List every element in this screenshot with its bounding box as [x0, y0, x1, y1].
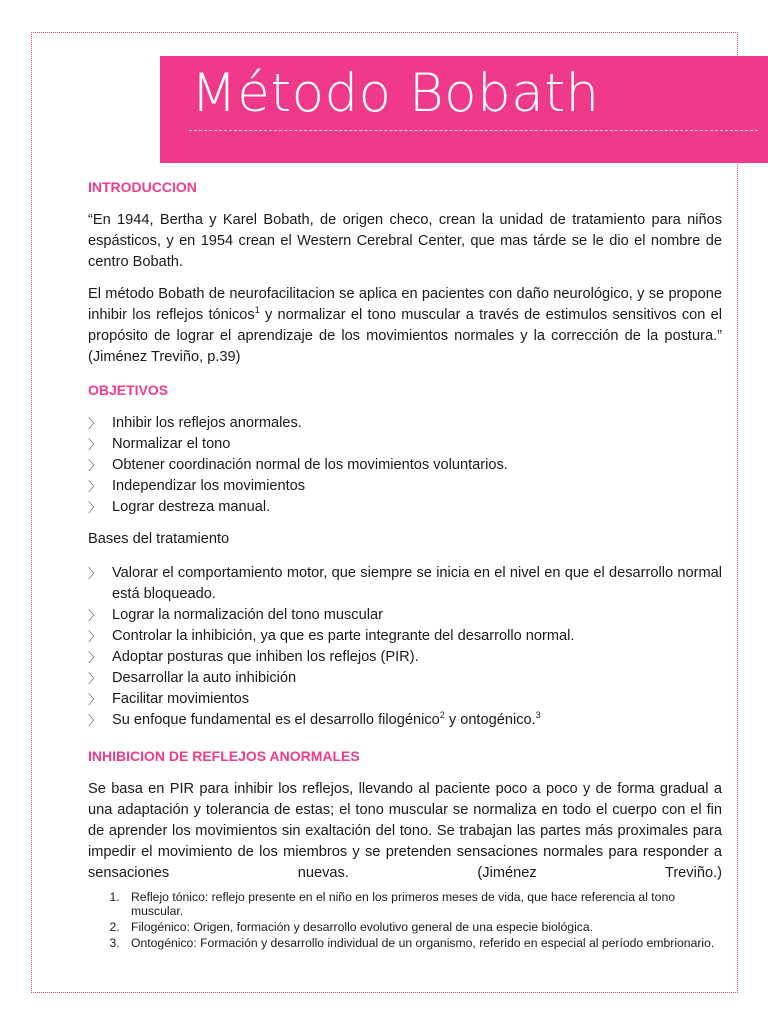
- footnote-item: 3. Ontogénico: Formación y desarrollo individual de un organismo, referido en especial al período embrionario.: [123, 936, 722, 950]
- bullet-arrow-icon: 〉: [88, 671, 102, 686]
- bases-label: Bases del tratamiento: [88, 531, 230, 547]
- page-title: Método Bobath: [191, 63, 600, 124]
- bullet-arrow-icon: 〉: [88, 437, 102, 452]
- bullet-arrow-icon: 〉: [88, 629, 102, 644]
- list-item: 〉 Lograr destreza manual.: [88, 497, 722, 518]
- list-item: 〉 Desarrollar la auto inhibición: [88, 668, 722, 689]
- bullet-arrow-icon: 〉: [88, 566, 102, 581]
- section-heading-introduccion: INTRODUCCION: [88, 179, 197, 195]
- list-item: 〉 Adoptar posturas que inhiben los reflejos (PIR).: [88, 647, 722, 668]
- bullet-arrow-icon: 〉: [88, 500, 102, 515]
- list-item: 〉 Lograr la normalización del tono muscular: [88, 605, 722, 626]
- objetivos-list: [88, 413, 722, 518]
- list-item: 〉 Obtener coordinación normal de los movimientos voluntarios.: [88, 455, 722, 476]
- list-item: 〉 Facilitar movimientos: [88, 689, 722, 710]
- bases-list: [88, 563, 722, 731]
- footnote-ref-3: 3: [535, 710, 541, 721]
- footnote-item: 2. Filogénico: Origen, formación y desarrollo evolutivo general de una especie biológica.: [123, 920, 722, 934]
- bullet-arrow-icon: 〉: [88, 713, 102, 728]
- bullet-arrow-icon: 〉: [88, 608, 102, 623]
- list-item: 〉 Su enfoque fundamental es el desarrollo filogénico$^2$ y ontogénico.$^3$: [88, 710, 722, 731]
- section-heading-objetivos: OBJETIVOS: [88, 382, 169, 398]
- section-heading-inhibicion: INHIBICION DE REFLEJOS ANORMALES: [88, 748, 360, 764]
- footnote-ref-1: 1: [254, 305, 260, 316]
- list-item: 〉 Normalizar el tono: [88, 434, 722, 455]
- bullet-arrow-icon: 〉: [88, 416, 102, 431]
- inhibicion-paragraph: Se basa en PIR para inhibir los reflejos, llevando al paciente poco a poco y de forma gradual a una adaptación y tolerancia de estas; el tono muscular se normaliza en todo el cuerpo con el fin de aprender los movimientos sin exaltación del tono. Se trabajan las partes más proximales para impedir el movimiento de los miembros y se pretenden sensaciones normales para responder a sensaciones nuevas. (Jiménez Treviño.): [88, 781, 722, 881]
- bullet-arrow-icon: 〉: [88, 650, 102, 665]
- footnote-ref-2: 2: [439, 710, 445, 721]
- footnote-item: 1. Reflejo tónico: reflejo presente en el niño en los primeros meses de vida, que hace referencia al tono muscular.: [123, 890, 722, 918]
- intro-paragraph-2: El método Bobath de neurofacilitacion se aplica en pacientes con daño neurológico, y se propone inhibir los reflejos tónicos$^1$ y normalizar el tono muscular a través de estimulos sensitivos con el propósito de lograr el aprendizaje de los movimientos normales y la corrección de la postura.” (Jiménez Treviño, p.39): [88, 286, 722, 365]
- list-item: 〉 Valorar el comportamiento motor, que siempre se inicia en el nivel en que el desarrollo normal está bloqueado.: [88, 565, 722, 602]
- footnotes-list: [88, 890, 722, 950]
- bullet-arrow-icon: 〉: [88, 458, 102, 473]
- list-item: 〉 Controlar la inhibición, ya que es parte integrante del desarrollo normal.: [88, 626, 722, 647]
- title-dashed-rule: [189, 130, 758, 131]
- intro-paragraph-1: “En 1944, Bertha y Karel Bobath, de origen checo, crean la unidad de tratamiento para niños espásticos, y en 1954 crean el Western Cerebral Center, que mas tárde se le dio el nombre de centro Bobath.: [88, 212, 722, 270]
- bullet-arrow-icon: 〉: [88, 692, 102, 707]
- list-item: 〉 Independizar los movimientos: [88, 476, 722, 497]
- bullet-arrow-icon: 〉: [88, 479, 102, 494]
- title-banner: [160, 56, 768, 163]
- list-item: 〉 Inhibir los reflejos anormales.: [88, 413, 722, 434]
- document-body: [88, 176, 722, 952]
